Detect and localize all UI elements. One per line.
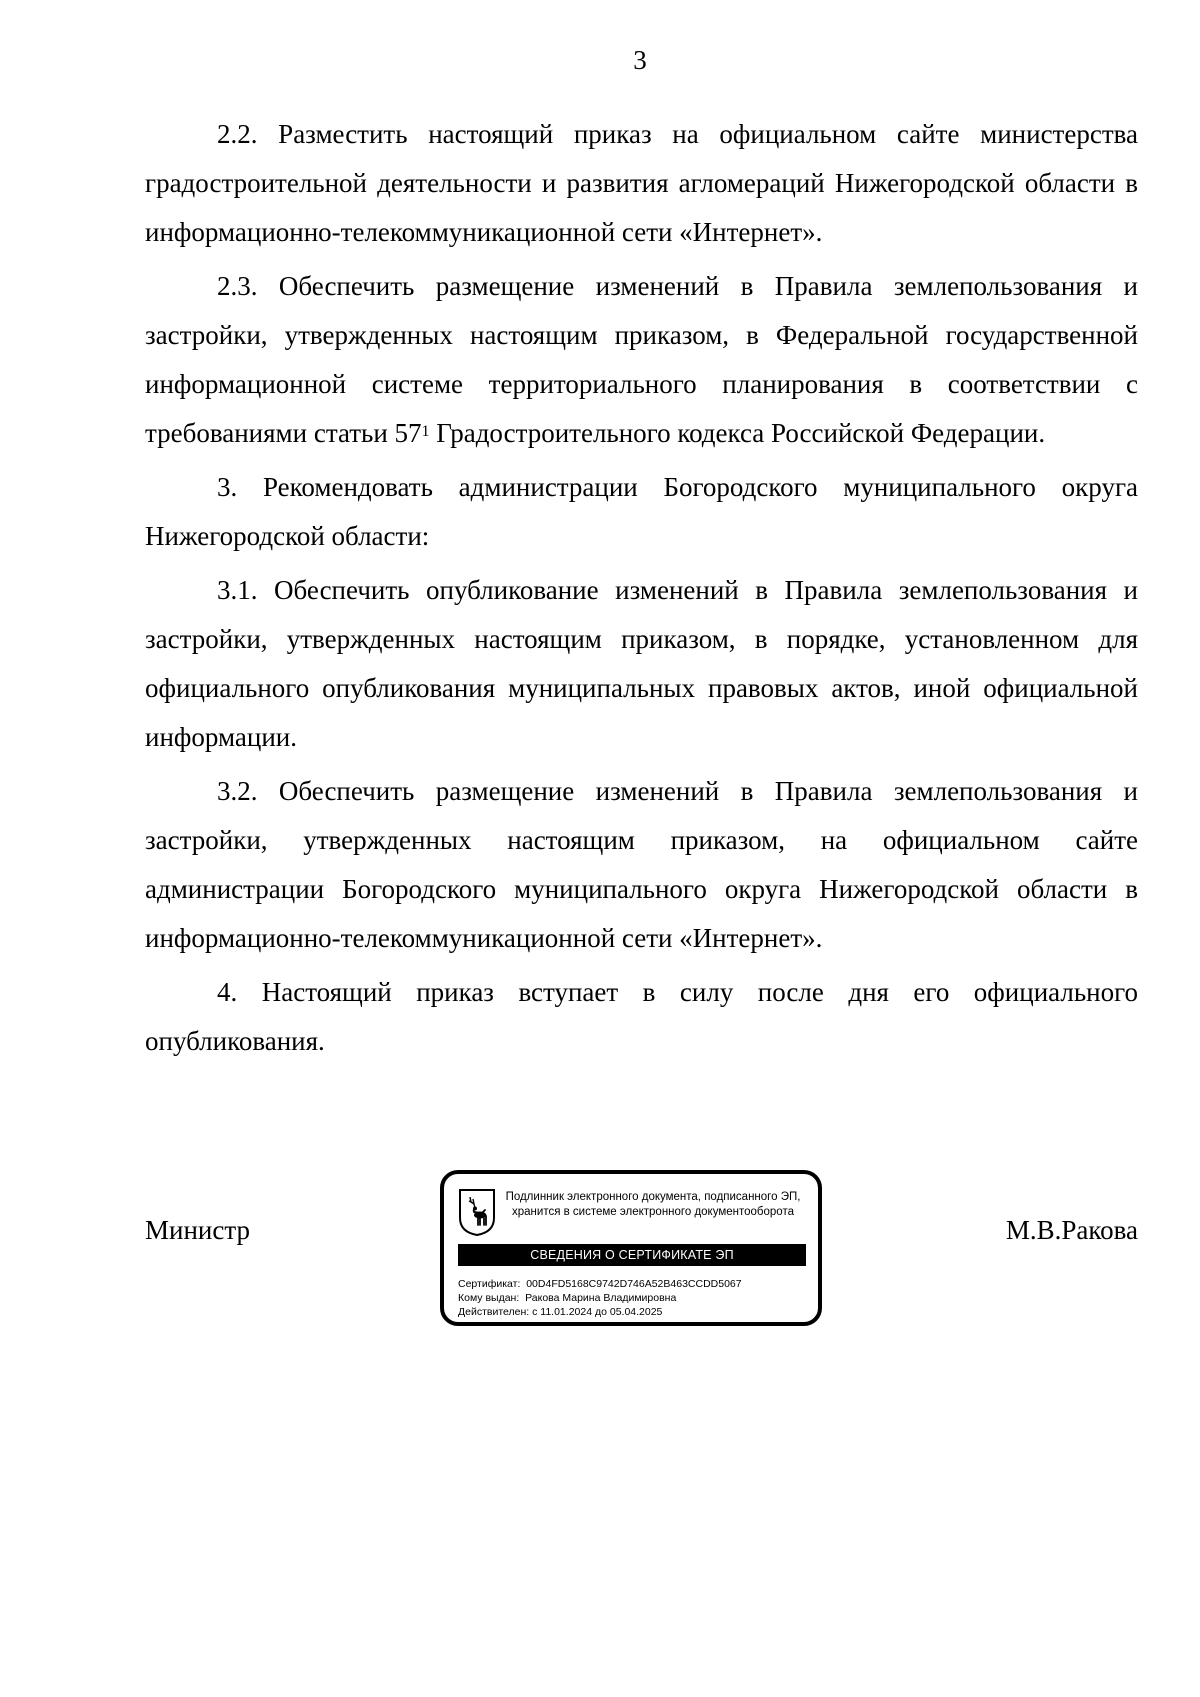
paragraph-3-2: 3.2. Обеспечить размещение изменений в Правила землепользования и застройки, утвержденных настоящим приказом, на официальном сайте администрации Богородского муниципального округа Нижегородской области в информационно-телекоммуникационной сети «Интернет». bbox=[145, 776, 1138, 953]
validity-row bbox=[458, 1305, 742, 1319]
paragraph-4: 4. Настоящий приказ вступает в силу после дня его официального опубликования. bbox=[145, 977, 1138, 1056]
document-body bbox=[145, 110, 1138, 1071]
electronic-signature-stamp bbox=[440, 1170, 822, 1326]
validity-value: с 11.01.2024 до 05.04.2025 bbox=[532, 1306, 663, 1318]
certificate-value: 00D4FD5168C9742D746A52B463CCDD5067 bbox=[526, 1278, 742, 1290]
deer-emblem-icon bbox=[458, 1188, 496, 1236]
paragraph-2-3 bbox=[145, 262, 1138, 458]
stamp-details bbox=[458, 1277, 742, 1319]
paragraph-3-1: 3.1. Обеспечить опубликование изменений в Правила землепользования и застройки, утвержденных настоящим приказом, в порядке, установленном для официального опубликования муниципальных правовых актов, иной официальной информации. bbox=[145, 575, 1138, 752]
paragraph-3: 3. Рекомендовать администрации Богородского муниципального округа Нижегородской области: bbox=[145, 472, 1138, 551]
issued-to-row bbox=[458, 1291, 742, 1305]
stamp-header-line-1: Подлинник электронного документа, подписанного ЭП, bbox=[505, 1191, 801, 1203]
paragraph-2-2: 2.2. Разместить настоящий приказ на официальном сайте министерства градостроительной деятельности и развития агломераций Нижегородской области в информационно-телекоммуникационной сети «Интернет». bbox=[145, 119, 1138, 247]
validity-label: Действителен: bbox=[458, 1306, 530, 1318]
article-superscript: 1 bbox=[421, 423, 430, 440]
stamp-header-line-2: хранится в системе электронного документооборота bbox=[512, 1206, 794, 1218]
certificate-row bbox=[458, 1277, 742, 1291]
paragraph-2-3-tail: Градостроительного кодекса Российской Федерации. bbox=[429, 418, 1046, 448]
page-number: 3 bbox=[633, 45, 647, 75]
issued-to-value: Ракова Марина Владимировна bbox=[525, 1292, 677, 1304]
paragraph-2-3-text: 2.3. Обеспечить размещение изменений в Правила землепользования и застройки, утвержденных настоящим приказом, в Федеральной государственной информационной системе территориального планирования в соответствии с требованиями статьи 57 bbox=[145, 271, 1138, 448]
certificate-label: Сертификат: bbox=[458, 1278, 521, 1290]
issued-to-label: Кому выдан: bbox=[458, 1292, 520, 1304]
signature-block bbox=[145, 1170, 1138, 1330]
signer-position: Министр bbox=[145, 1215, 250, 1245]
signer-name: М.В.Ракова bbox=[1005, 1215, 1138, 1245]
stamp-certificate-bar: СВЕДЕНИЯ О СЕРТИФИКАТЕ ЭП bbox=[458, 1244, 806, 1266]
stamp-header bbox=[496, 1190, 810, 1220]
